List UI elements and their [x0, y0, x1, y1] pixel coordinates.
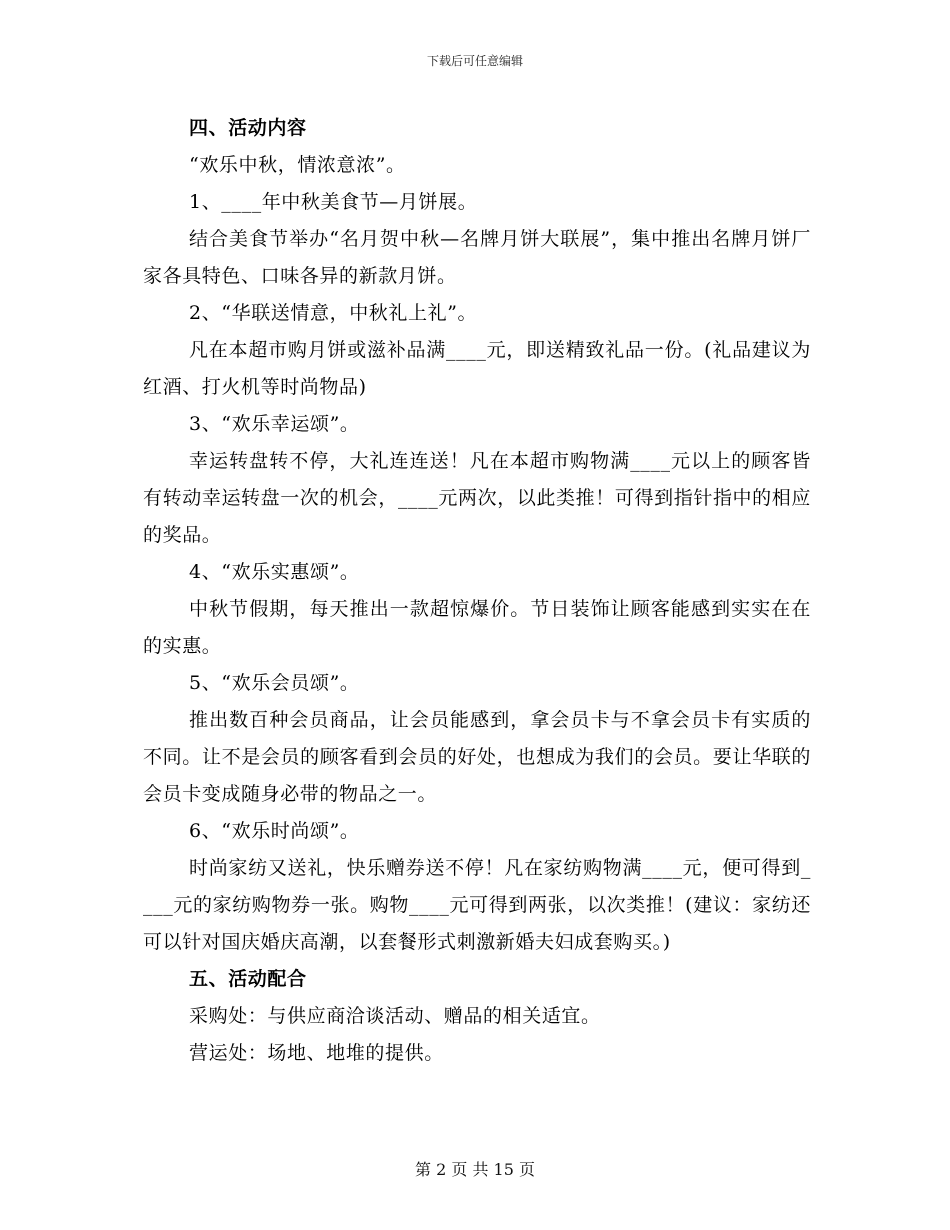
- item-2-body: 凡在本超市购月饼或滋补品满____元，即送精致礼品一份。(礼品建议为红酒、打火机等时尚物品): [143, 339, 811, 398]
- section-heading-activity-coordination: 五、活动配合: [189, 968, 307, 990]
- paragraph-theme: “欢乐中秋，情浓意浓”。: [189, 154, 406, 176]
- item-3-body: 幸运转盘转不停，大礼连连送！凡在本超市购物满____元以上的顾客皆有转动幸运转盘一次的机会，____元两次，以此类推！可得到指针指中的相应的奖品。: [143, 450, 811, 546]
- coordination-operations: 营运处：场地、地堆的提供。: [189, 1042, 444, 1064]
- item-2-title: 2、“华联送情意，中秋礼上礼”。: [189, 302, 478, 324]
- item-5-body: 推出数百种会员商品，让会员能感到，拿会员卡与不拿会员卡有实质的不同。让不是会员的顾客看到会员的好处，也想成为我们的会员。要让华联的会员卡变成随身必带的物品之一。: [143, 709, 811, 805]
- coordination-purchasing: 采购处：与供应商洽谈活动、赠品的相关适宜。: [189, 1005, 601, 1027]
- document-body: [143, 110, 811, 1072]
- item-6-body: 时尚家纺又送礼，快乐赠券送不停！凡在家纺购物满____元，便可得到____元的家纺购物券一张。购物____元可得到两张，以次类推！(建议：家纺还可以针对国庆婚庆高潮，以套餐形式刺激新婚夫妇成套购买。): [143, 857, 811, 953]
- item-5-title: 5、“欢乐会员颂”。: [189, 672, 360, 694]
- item-6-title: 6、“欢乐时尚颂”。: [189, 820, 360, 842]
- item-1-title: 1、____年中秋美食节—月饼展。: [189, 191, 478, 213]
- header-note: 下载后可任意编辑: [426, 54, 523, 68]
- item-1-body: 结合美食节举办“名月贺中秋—名牌月饼大联展”，集中推出名牌月饼厂家各具特色、口味各异的新款月饼。: [143, 228, 811, 287]
- section-heading-activity-content: 四、活动内容: [189, 117, 307, 139]
- item-3-title: 3、“欢乐幸运颂”。: [189, 413, 360, 435]
- item-4-title: 4、“欢乐实惠颂”。: [189, 561, 360, 583]
- page-number: 第 2 页 共 15 页: [415, 1160, 535, 1179]
- item-4-body: 中秋节假期，每天推出一款超惊爆价。节日装饰让顾客能感到实实在在的实惠。: [143, 598, 811, 657]
